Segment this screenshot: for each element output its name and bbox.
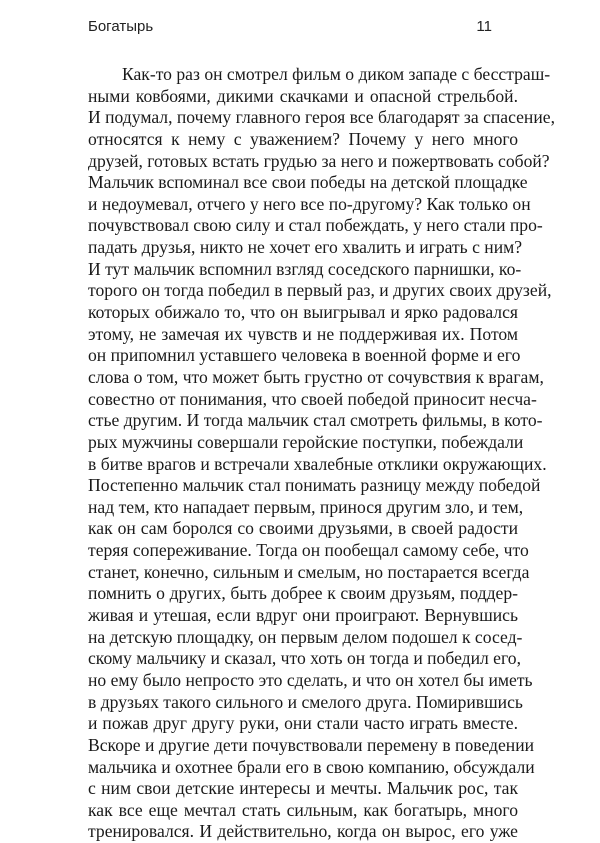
body-paragraph xyxy=(88,64,555,843)
text-line-10: И тут мальчик вспомнил взгляд соседского парнишки, ко- xyxy=(88,258,522,279)
text-line-19: в битве врагов и встречали хвалебные отклики окружающих. xyxy=(88,453,547,474)
text-line-31: и пожав друг другу руки, они стали часто играть вместе. xyxy=(88,713,518,734)
text-line-21: над тем, кто нападает первым, принося другим зло, и тем, xyxy=(88,496,524,517)
text-line-27: на детскую площадку, он первым делом подошел к сосед- xyxy=(88,626,523,647)
text-line-18: рых мужчины совершали геройские поступки, побеждали xyxy=(88,431,524,452)
text-line-32: Вскоре и другие дети почувствовали перемену в поведении xyxy=(88,734,535,755)
text-line-1: Как-то раз он смотрел фильм о диком западе с бесстраш- xyxy=(122,64,551,84)
text-line-24: станет, конечно, сильным и смелым, но постарается всегда xyxy=(88,561,530,582)
text-line-28: скому мальчику и сказал, что хоть он тогда и победил его, xyxy=(88,648,521,669)
header-title: Богатырь xyxy=(88,18,154,35)
text-line-13: этому, не замечая их чувств и не поддерживая их. Потом xyxy=(88,323,518,344)
running-header xyxy=(88,18,492,42)
text-line-15: слова о том, что может быть грустно от сочувствия к врагам, xyxy=(88,366,544,387)
text-line-36: тренировался. И действительно, когда он вырос, его уже xyxy=(88,821,518,842)
text-line-33: мальчика и охотнее брали его в свою компанию, обсуждали xyxy=(88,756,535,777)
page-number: 11 xyxy=(476,18,492,35)
text-line-34: с ним свои детские интересы и мечты. Мальчик рос, так xyxy=(88,778,518,799)
text-line-30: в друзьях такого сильного и смелого друга. Помирившись xyxy=(88,691,523,712)
text-line-8: почувствовал свою силу и стал побеждать, у него стали про- xyxy=(88,215,543,236)
text-line-9: падать друзья, никто не хочет его хвалить и играть с ним? xyxy=(88,237,523,258)
text-line-20: Постепенно мальчик стал понимать разницу между победой xyxy=(88,475,541,496)
text-line-4: относятся к нему с уважением? Почему у него много xyxy=(88,128,518,149)
text-line-26: живая и утешая, если вдруг они проиграют. Вернувшись xyxy=(88,605,518,626)
text-line-2: ными ковбоями, дикими скачками и опасной стрельбой. xyxy=(88,85,518,106)
text-line-22: как он сам боролся со своими друзьями, в своей радости xyxy=(88,518,518,539)
text-line-6: Мальчик вспоминал все свои победы на детской площадке xyxy=(88,172,528,193)
text-line-3: И подумал, почему главного героя все благодарят за спасение, xyxy=(88,107,555,128)
text-line-16: совестно от понимания, что своей победой приносит несча- xyxy=(88,388,537,409)
text-line-5: друзей, готовых встать грудью за него и пожертвовать собой? xyxy=(88,150,550,171)
text-line-12: которых обижало то, что он выигрывал и ярко радовался xyxy=(88,302,518,323)
text-line-11: торого он тогда победил в первый раз, и других своих друзей, xyxy=(88,280,552,301)
text-line-35: как все еще мечтал стать сильным, как богатырь, много xyxy=(88,799,518,820)
text-line-25: помнить о других, быть добрее к своим друзьям, поддер- xyxy=(88,583,518,604)
text-line-29: но ему было непросто это сделать, и что он хотел бы иметь xyxy=(88,669,533,690)
text-line-7: и недоумевал, отчего у него все по-другому? Как только он xyxy=(88,193,531,214)
text-line-23: теряя сопереживание. Тогда он пообещал самому себе, что xyxy=(88,540,529,561)
text-line-14: он припомнил уставшего человека в военной форме и его xyxy=(88,345,521,366)
text-line-17: стье другим. И тогда мальчик стал смотреть фильмы, в кото- xyxy=(88,410,543,431)
